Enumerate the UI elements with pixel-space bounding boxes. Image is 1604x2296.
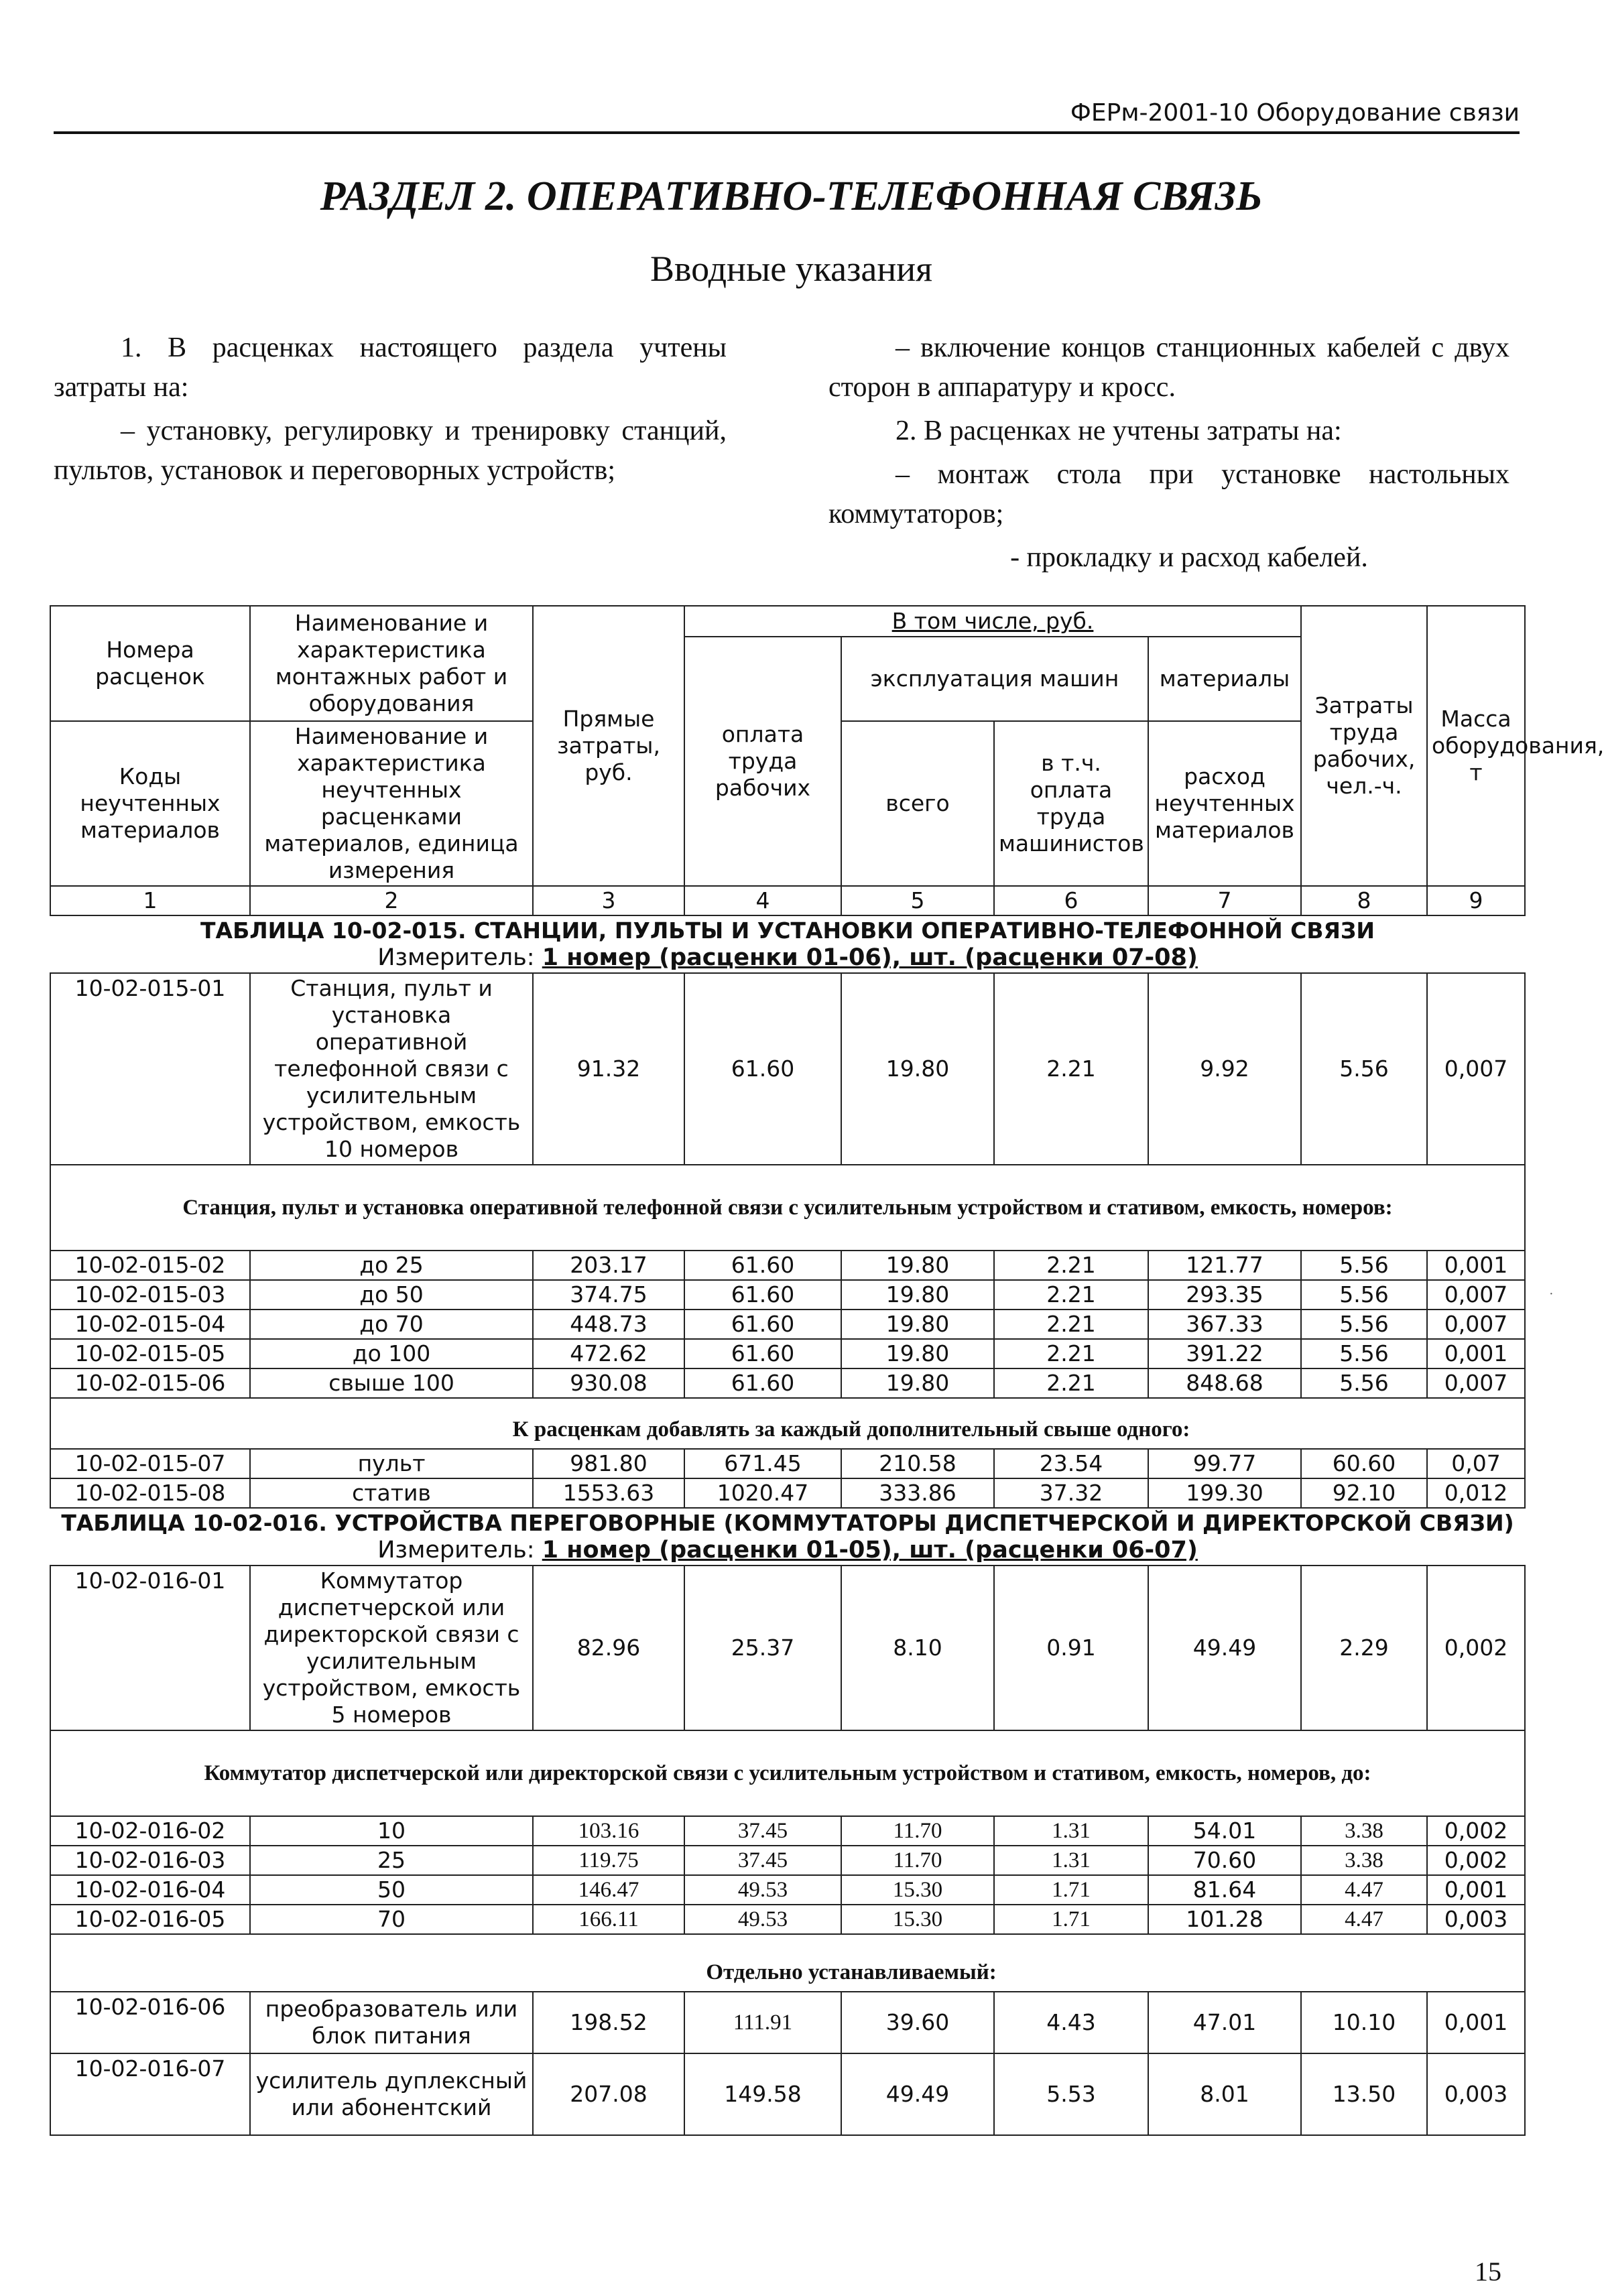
rate-name: до 70 xyxy=(250,1310,533,1339)
cell-labor: 5.56 xyxy=(1301,1368,1427,1398)
cell-machines: 333.86 xyxy=(841,1478,994,1508)
cell-mass: 0,007 xyxy=(1427,1310,1525,1339)
cell-wages: 111.91 xyxy=(684,1992,841,2053)
cell-wages: 25.37 xyxy=(684,1566,841,1730)
column-number: 1 xyxy=(50,886,250,915)
running-header: ФЕРм-2001-10 Оборудование связи xyxy=(1070,99,1520,127)
cell-wages: 61.60 xyxy=(684,1310,841,1339)
rate-name: статив xyxy=(250,1478,533,1508)
cell-direct: 103.16 xyxy=(533,1816,684,1846)
cell-direct: 207.08 xyxy=(533,2053,684,2135)
rate-name: 25 xyxy=(250,1846,533,1875)
column-number: 5 xyxy=(841,886,994,915)
scan-mark: · xyxy=(1549,1287,1554,1301)
cell-machinists: 2.21 xyxy=(994,1368,1148,1398)
table-title xyxy=(50,915,1525,973)
cell-materials: 101.28 xyxy=(1148,1905,1301,1934)
cell-wages: 671.45 xyxy=(684,1449,841,1478)
cell-machinists: 2.21 xyxy=(994,1280,1148,1310)
cell-machinists: 2.21 xyxy=(994,1310,1148,1339)
cell-wages: 61.60 xyxy=(684,1280,841,1310)
cell-machines: 210.58 xyxy=(841,1449,994,1478)
cell-mass: 0,003 xyxy=(1427,1905,1525,1934)
cell-materials: 9.92 xyxy=(1148,973,1301,1165)
intro-paragraph: 2. В расценках не учтены затраты на: xyxy=(896,416,1342,446)
cell-mass: 0,001 xyxy=(1427,1992,1525,2053)
cell-machinists: 2.21 xyxy=(994,1339,1148,1368)
rate-name: 10 xyxy=(250,1816,533,1846)
cell-labor: 92.10 xyxy=(1301,1478,1427,1508)
cell-mass: 0,007 xyxy=(1427,1368,1525,1398)
cell-machinists: 5.53 xyxy=(994,2053,1148,2135)
header-machines: эксплуатация машин xyxy=(841,637,1148,721)
rate-code: 10-02-015-01 xyxy=(50,973,250,1165)
cell-materials: 367.33 xyxy=(1148,1310,1301,1339)
header-including: В том числе, руб. xyxy=(684,606,1301,637)
cell-machinists: 0.91 xyxy=(994,1566,1148,1730)
header-rate-numbers: Номера расценок xyxy=(50,606,250,721)
measure-prefix: Измеритель: xyxy=(377,944,542,971)
header-material-codes: Коды неучтенных материалов xyxy=(50,721,250,886)
rate-code: 10-02-015-05 xyxy=(50,1339,250,1368)
cell-mass: 0,002 xyxy=(1427,1846,1525,1875)
cell-wages: 37.45 xyxy=(684,1816,841,1846)
cell-labor: 5.56 xyxy=(1301,1280,1427,1310)
cell-wages: 49.53 xyxy=(684,1875,841,1905)
rate-code: 10-02-016-02 xyxy=(50,1816,250,1846)
cell-wages: 61.60 xyxy=(684,1368,841,1398)
measure-unit: 1 номер (расценки 01-05), шт. (расценки 06-07) xyxy=(542,1537,1198,1564)
rate-name: Станция, пульт и установка оперативной телефонной связи с усилительным устройством, емкость 10 номеров xyxy=(250,973,533,1165)
column-number: 6 xyxy=(994,886,1148,915)
measure-line xyxy=(54,944,1521,971)
cell-machines: 19.80 xyxy=(841,1280,994,1310)
table-title-text: ТАБЛИЦА 10-02-015. СТАНЦИИ, ПУЛЬТЫ И УСТАНОВКИ ОПЕРАТИВНО-ТЕЛЕФОННОЙ СВЯЗИ xyxy=(200,917,1375,944)
cell-machines: 15.30 xyxy=(841,1905,994,1934)
cell-wages: 61.60 xyxy=(684,973,841,1165)
cell-labor: 4.47 xyxy=(1301,1875,1427,1905)
cell-mass: 0,007 xyxy=(1427,1280,1525,1310)
cell-machines: 19.80 xyxy=(841,1251,994,1280)
header-rule xyxy=(54,131,1520,134)
header-unaccounted-materials: расход неучтенных материалов xyxy=(1148,721,1301,886)
cell-machines: 11.70 xyxy=(841,1846,994,1875)
cell-wages: 61.60 xyxy=(684,1339,841,1368)
cell-direct: 203.17 xyxy=(533,1251,684,1280)
header-mass: Масса оборудования, т xyxy=(1427,606,1525,886)
cell-materials: 99.77 xyxy=(1148,1449,1301,1478)
cell-mass: 0,007 xyxy=(1427,973,1525,1165)
rate-name: до 25 xyxy=(250,1251,533,1280)
table-subheading: Коммутатор диспетчерской или директорской связи с усилительным устройством и стативом, емкость, номеров, до: xyxy=(50,1730,1525,1816)
cell-direct: 91.32 xyxy=(533,973,684,1165)
cell-mass: 0,001 xyxy=(1427,1251,1525,1280)
header-material-name: Наименование и характеристика неучтенных расценками материалов, единица измерения xyxy=(250,721,533,886)
rate-code: 10-02-015-07 xyxy=(50,1449,250,1478)
cell-machines: 19.80 xyxy=(841,1310,994,1339)
cell-machines: 8.10 xyxy=(841,1566,994,1730)
cell-direct: 198.52 xyxy=(533,1992,684,2053)
cell-direct: 981.80 xyxy=(533,1449,684,1478)
rate-name: пульт xyxy=(250,1449,533,1478)
cell-machines: 15.30 xyxy=(841,1875,994,1905)
cell-wages: 37.45 xyxy=(684,1846,841,1875)
cell-materials: 199.30 xyxy=(1148,1478,1301,1508)
rate-code: 10-02-016-06 xyxy=(50,1992,250,2053)
header-materials: материалы xyxy=(1148,637,1301,721)
cell-machinists: 1.71 xyxy=(994,1875,1148,1905)
rate-code: 10-02-015-04 xyxy=(50,1310,250,1339)
cell-materials: 81.64 xyxy=(1148,1875,1301,1905)
rate-code: 10-02-016-03 xyxy=(50,1846,250,1875)
cell-machines: 49.49 xyxy=(841,2053,994,2135)
cell-direct: 146.47 xyxy=(533,1875,684,1905)
cell-materials: 70.60 xyxy=(1148,1846,1301,1875)
cell-machines: 19.80 xyxy=(841,973,994,1165)
cell-labor: 5.56 xyxy=(1301,973,1427,1165)
cell-machinists: 1.71 xyxy=(994,1905,1148,1934)
header-work-name: Наименование и характеристика монтажных работ и оборудования xyxy=(250,606,533,721)
cell-mass: 0,002 xyxy=(1427,1816,1525,1846)
cell-wages: 1020.47 xyxy=(684,1478,841,1508)
intro-left-column xyxy=(54,328,727,491)
rate-name: до 100 xyxy=(250,1339,533,1368)
cell-wages: 49.53 xyxy=(684,1905,841,1934)
cell-direct: 166.11 xyxy=(533,1905,684,1934)
column-number: 2 xyxy=(250,886,533,915)
cell-machines: 19.80 xyxy=(841,1339,994,1368)
cell-mass: 0,001 xyxy=(1427,1339,1525,1368)
cell-labor: 4.47 xyxy=(1301,1905,1427,1934)
cell-materials: 47.01 xyxy=(1148,1992,1301,2053)
rate-code: 10-02-015-06 xyxy=(50,1368,250,1398)
cell-labor: 5.56 xyxy=(1301,1339,1427,1368)
table-subheading: Станция, пульт и установка оперативной телефонной связи с усилительным устройством и стативом, емкость, номеров: xyxy=(50,1165,1525,1251)
column-number: 7 xyxy=(1148,886,1301,915)
rate-name: свыше 100 xyxy=(250,1368,533,1398)
rate-code: 10-02-016-07 xyxy=(50,2053,250,2135)
header-wages: оплата труда рабочих xyxy=(684,637,841,886)
rate-code: 10-02-015-08 xyxy=(50,1478,250,1508)
header-machinists-wages: в т.ч. оплата труда машинистов xyxy=(994,721,1148,886)
measure-prefix: Измеритель: xyxy=(377,1537,542,1564)
cell-machinists: 4.43 xyxy=(994,1992,1148,2053)
measure-line xyxy=(54,1537,1521,1564)
cell-direct: 930.08 xyxy=(533,1368,684,1398)
cell-direct: 82.96 xyxy=(533,1566,684,1730)
cell-materials: 54.01 xyxy=(1148,1816,1301,1846)
page-number: 15 xyxy=(1475,2256,1501,2287)
cell-materials: 121.77 xyxy=(1148,1251,1301,1280)
cell-direct: 448.73 xyxy=(533,1310,684,1339)
cell-machines: 19.80 xyxy=(841,1368,994,1398)
table-subheading: Отдельно устанавливаемый: xyxy=(50,1934,1525,1992)
header-labor: Затраты труда рабочих, чел.-ч. xyxy=(1301,606,1427,886)
cell-direct: 1553.63 xyxy=(533,1478,684,1508)
rate-name: до 50 xyxy=(250,1280,533,1310)
rate-code: 10-02-015-03 xyxy=(50,1280,250,1310)
cell-materials: 49.49 xyxy=(1148,1566,1301,1730)
cell-materials: 8.01 xyxy=(1148,2053,1301,2135)
cell-machinists: 1.31 xyxy=(994,1816,1148,1846)
cell-mass: 0,07 xyxy=(1427,1449,1525,1478)
cell-mass: 0,012 xyxy=(1427,1478,1525,1508)
cell-labor: 60.60 xyxy=(1301,1449,1427,1478)
column-number: 4 xyxy=(684,886,841,915)
cell-wages: 149.58 xyxy=(684,2053,841,2135)
cell-materials: 848.68 xyxy=(1148,1368,1301,1398)
cell-mass: 0,002 xyxy=(1427,1566,1525,1730)
intro-paragraph: – включение концов станционных кабелей с двух сторон в аппаратуру и кросс. xyxy=(828,332,1509,403)
intro-title: Вводные указания xyxy=(650,249,933,289)
cell-mass: 0,001 xyxy=(1427,1875,1525,1905)
rate-code: 10-02-016-04 xyxy=(50,1875,250,1905)
cell-machinists: 2.21 xyxy=(994,1251,1148,1280)
rate-name: 50 xyxy=(250,1875,533,1905)
intro-paragraph: – монтаж стола при установке настольных коммутаторов; xyxy=(828,459,1509,529)
cell-machinists: 23.54 xyxy=(994,1449,1148,1478)
cell-labor: 3.38 xyxy=(1301,1816,1427,1846)
column-number: 8 xyxy=(1301,886,1427,915)
cell-direct: 472.62 xyxy=(533,1339,684,1368)
header-machines-total: всего xyxy=(841,721,994,886)
rate-name: преобразователь или блок питания xyxy=(250,1992,533,2053)
cell-machinists: 2.21 xyxy=(994,973,1148,1165)
rate-code: 10-02-015-02 xyxy=(50,1251,250,1280)
measure-unit: 1 номер (расценки 01-06), шт. (расценки 07-08) xyxy=(542,944,1198,971)
table-title xyxy=(50,1508,1525,1566)
rate-code: 10-02-016-05 xyxy=(50,1905,250,1934)
cell-labor: 2.29 xyxy=(1301,1566,1427,1730)
rate-name: усилитель дуплексный или абонентский xyxy=(250,2053,533,2135)
intro-right-column xyxy=(828,328,1509,578)
cell-materials: 293.35 xyxy=(1148,1280,1301,1310)
cell-labor: 13.50 xyxy=(1301,2053,1427,2135)
rate-code: 10-02-016-01 xyxy=(50,1566,250,1730)
table-title-text: ТАБЛИЦА 10-02-016. УСТРОЙСТВА ПЕРЕГОВОРНЫЕ (КОММУТАТОРЫ ДИСПЕТЧЕРСКОЙ И ДИРЕКТОРСКОЙ СВЯЗИ) xyxy=(61,1510,1514,1536)
cell-machines: 39.60 xyxy=(841,1992,994,2053)
cell-wages: 61.60 xyxy=(684,1251,841,1280)
section-title: РАЗДЕЛ 2. ОПЕРАТИВНО-ТЕЛЕФОННАЯ СВЯЗЬ xyxy=(320,174,1263,219)
intro-paragraph: – установку, регулировку и тренировку станций, пультов, установок и переговорных устройств; xyxy=(54,416,727,486)
cell-labor: 10.10 xyxy=(1301,1992,1427,2053)
rates-table xyxy=(50,605,1604,2136)
cell-direct: 119.75 xyxy=(533,1846,684,1875)
column-number: 9 xyxy=(1427,886,1525,915)
table-subheading: К расценкам добавлять за каждый дополнительный свыше одного: xyxy=(50,1398,1525,1449)
column-number: 3 xyxy=(533,886,684,915)
cell-labor: 5.56 xyxy=(1301,1251,1427,1280)
cell-machinists: 1.31 xyxy=(994,1846,1148,1875)
cell-machines: 11.70 xyxy=(841,1816,994,1846)
cell-labor: 3.38 xyxy=(1301,1846,1427,1875)
rate-name: Коммутатор диспетчерской или директорской связи с усилительным устройством, емкость 5 номеров xyxy=(250,1566,533,1730)
cell-direct: 374.75 xyxy=(533,1280,684,1310)
cell-machinists: 37.32 xyxy=(994,1478,1148,1508)
cell-materials: 391.22 xyxy=(1148,1339,1301,1368)
intro-paragraph: 1. В расценках настоящего раздела учтены затраты на: xyxy=(54,332,727,403)
cell-mass: 0,003 xyxy=(1427,2053,1525,2135)
rate-name: 70 xyxy=(250,1905,533,1934)
header-direct-costs: Прямые затраты, руб. xyxy=(533,606,684,886)
intro-paragraph: - прокладку и расход кабелей. xyxy=(1010,542,1368,573)
cell-labor: 5.56 xyxy=(1301,1310,1427,1339)
